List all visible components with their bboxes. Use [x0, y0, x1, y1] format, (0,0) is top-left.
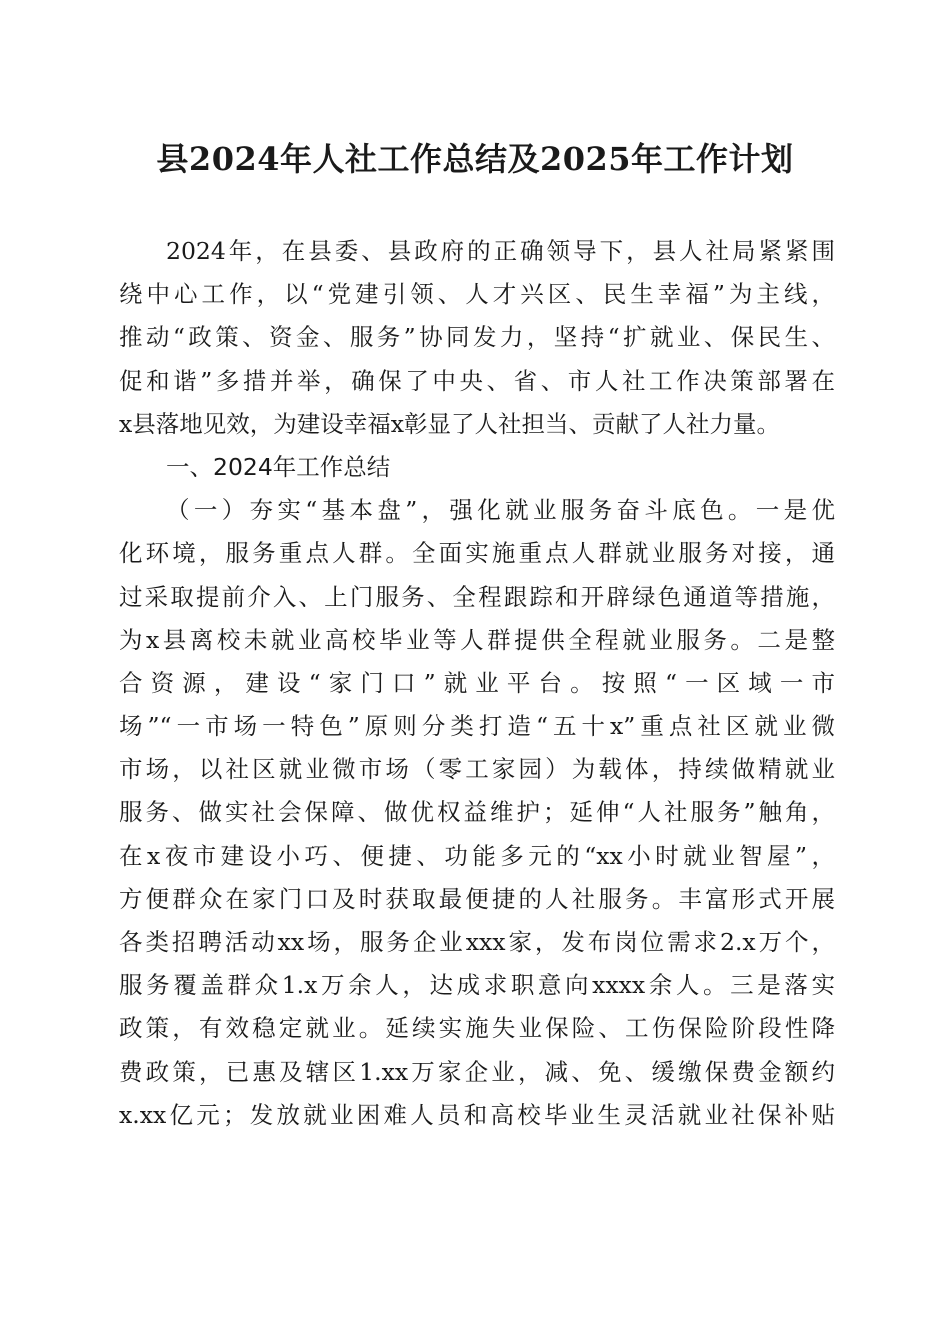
document-title: 县2024年人社工作总结及2025年工作计划: [156, 140, 794, 178]
paragraph-line: 费政策，已惠及辖区1.xx万家企业，减、免、缓缴保费金额约: [119, 1057, 835, 1086]
paragraph-line: （一）夯实“基本盘”，强化就业服务奋斗底色。一是优: [166, 496, 835, 525]
paragraph-line: 市场，以社区就业微市场（零工家园）为载体，持续做精就业: [119, 755, 835, 784]
paragraph-line: 在x夜市建设小巧、便捷、功能多元的“xx小时就业智屋”，: [119, 841, 835, 870]
section-heading: 一、2024年工作总结: [166, 452, 391, 481]
paragraph-line: 服务覆盖群众1.x万余人，达成求职意向xxxx余人。三是落实: [119, 971, 835, 1000]
paragraph-line: 过采取提前介入、上门服务、全程跟踪和开辟绿色通道等措施，: [119, 582, 835, 611]
paragraph-line: 促和谐”多措并举，确保了中央、省、市人社工作决策部署在: [119, 366, 835, 395]
paragraph-line: x县落地见效，为建设幸福x彰显了人社担当、贡献了人社力量。: [119, 409, 781, 438]
paragraph-line: 场”“一市场一特色”原则分类打造“五十x”重点社区就业微: [119, 712, 835, 741]
paragraph-line: 绕中心工作，以“党建引领、人才兴区、民生幸福”为主线，: [119, 280, 835, 309]
paragraph-line: 服务、做实社会保障、做优权益维护；延伸“人社服务”触角，: [119, 798, 835, 827]
paragraph-line: 合资源，建设“家门口”就业平台。按照“一区域一市: [119, 668, 835, 697]
paragraph-line: 政策，有效稳定就业。延续实施失业保险、工伤保险阶段性降: [119, 1014, 835, 1043]
paragraph-line: 各类招聘活动xx场，服务企业xxx家，发布岗位需求2.x万个，: [119, 928, 835, 956]
paragraph-line: 方便群众在家门口及时获取最便捷的人社服务。丰富形式开展: [119, 884, 835, 913]
paragraph-line: 为x县离校未就业高校毕业等人群提供全程就业服务。二是整: [119, 625, 835, 654]
paragraph-line: x.xx亿元；发放就业困难人员和高校毕业生灵活就业社保补贴: [119, 1100, 835, 1129]
paragraph-line: 推动“政策、资金、服务”协同发力，坚持“扩就业、保民生、: [119, 323, 835, 352]
paragraph-line: 化环境，服务重点人群。全面实施重点人群就业服务对接，通: [119, 539, 835, 568]
paragraph-line: 2024年，在县委、县政府的正确领导下，县人社局紧紧围: [166, 237, 835, 265]
document-body: [119, 230, 835, 1137]
